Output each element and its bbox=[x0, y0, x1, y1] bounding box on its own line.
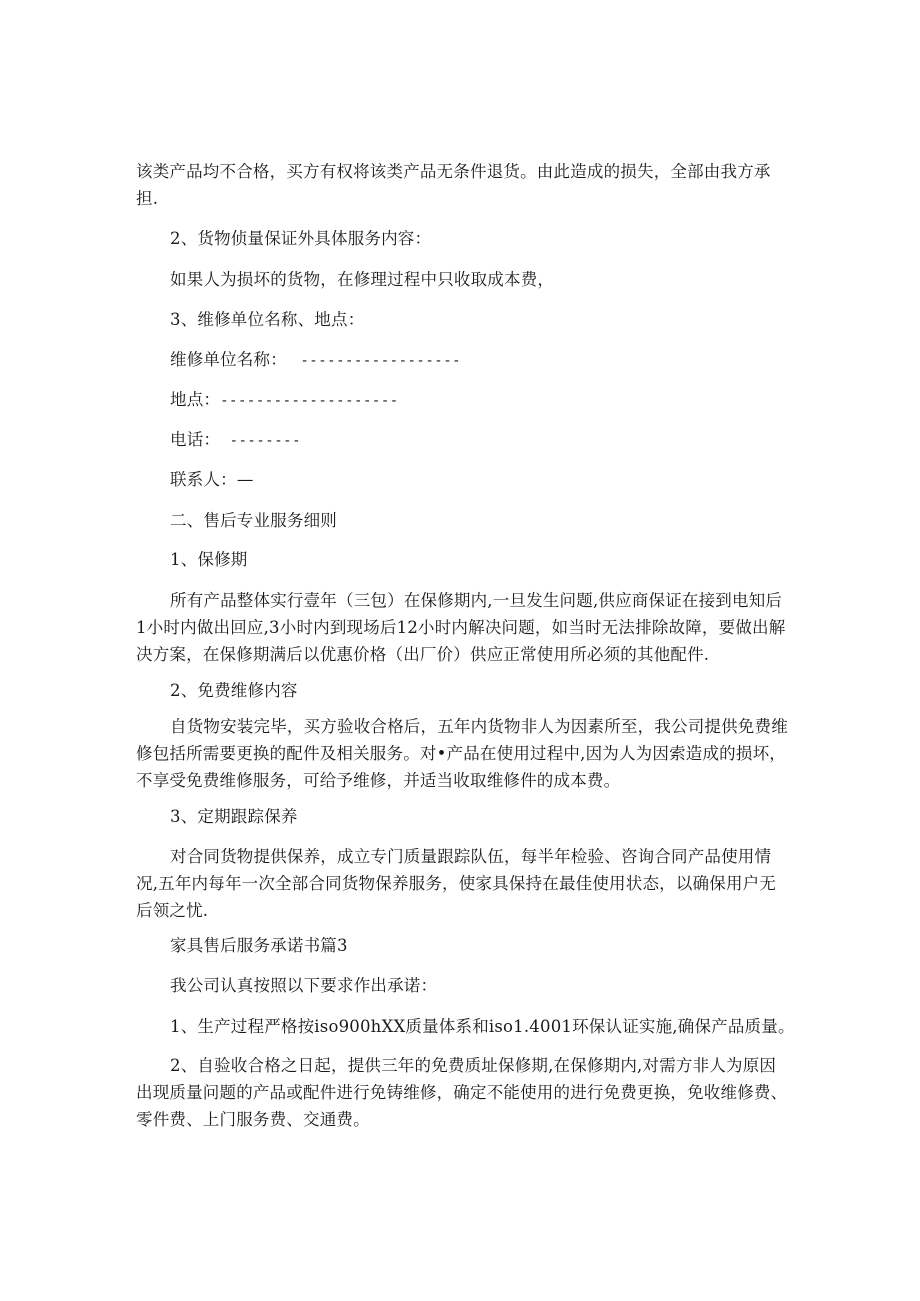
field-address-value: -------------------- bbox=[220, 393, 399, 409]
subheading-free-repair: 2、免费维修内容 bbox=[170, 681, 298, 700]
field-contact-value: — bbox=[236, 470, 254, 489]
field-phone bbox=[170, 426, 301, 455]
paragraph-cost-repair: 如果人为损坏的货物，在修理过程中只收取成本费， bbox=[170, 270, 555, 289]
field-phone-label: 电话： bbox=[170, 430, 221, 449]
subheading-warranty: 1、保修期 bbox=[170, 550, 248, 569]
paragraph-commit-1: 1、生产过程严格按iso900hXX质量体系和iso1.4001环保认证实施,确保产品质量。 bbox=[170, 1017, 795, 1036]
paragraph-commit-2: 2、自验收合格之日起，提供三年的免费质址保修期,在保修期内,对需方非人为原因出现质量问题的产品或配件进行免铸维修，确定不能使用的进行免费更换，免收维修费、零件费、上门服务费、交通费。 bbox=[136, 1056, 788, 1129]
field-contact bbox=[170, 466, 254, 493]
field-repair-unit-value: ------------------ bbox=[300, 353, 462, 369]
section-heading-aftersales: 二、售后专业服务细则 bbox=[170, 511, 337, 530]
field-address bbox=[170, 386, 399, 415]
field-repair-unit bbox=[170, 346, 461, 375]
paragraph-free-repair: 自货物安装完毕，买方验收合格后，五年内货物非人为因素所至，我公司提供免费维修包括所需要更换的配件及相关服务。对•产品在使用过程中,因为人为因索造成的损坏，不享受免费维修服务，可给予维修，并适当收取维修件的成本费。 bbox=[136, 717, 788, 790]
subheading-maintenance: 3、定期跟踪保养 bbox=[170, 807, 298, 826]
heading-service-content: 2、货物侦量保证外具体服务内容： bbox=[170, 229, 432, 248]
field-phone-value: -------- bbox=[229, 433, 301, 449]
paragraph-maintenance: 对合同货物提供保养，成立专门质量跟踪队伍，每半年检验、咨询合同产品使用情况,五年内每年一次全部合同货物保养服务，使家具保持在最佳使用状态，以确保用户无后领之忧. bbox=[136, 847, 777, 920]
heading-repair-unit: 3、维修单位名称、地点： bbox=[170, 310, 365, 329]
paragraph-warranty: 所有产品整体实行壹年（三包）在保修期内,一旦发生问题,供应商保证在接到电知后1小时内做出回应,3小时内到现场后12小时内解决问题，如当时无法排除故障，要做出解决方案，在保修期满后以优惠价格（出厂价）供应正常使用所必须的其他配件. bbox=[136, 591, 786, 664]
article-title: 家具售后服务承诺书篇3 bbox=[170, 936, 348, 955]
paragraph-goods-return: 该类产品均不合格，买方有权将该类产品无条件退货。由此造成的损失，全部由我方承担. bbox=[136, 162, 771, 208]
paragraph-commit-intro: 我公司认真按照以下要求作出承诺： bbox=[170, 976, 438, 995]
field-contact-label: 联系人： bbox=[170, 470, 237, 489]
field-address-label: 地点： bbox=[170, 390, 221, 409]
field-repair-unit-label: 维修单位名称： bbox=[170, 350, 287, 369]
